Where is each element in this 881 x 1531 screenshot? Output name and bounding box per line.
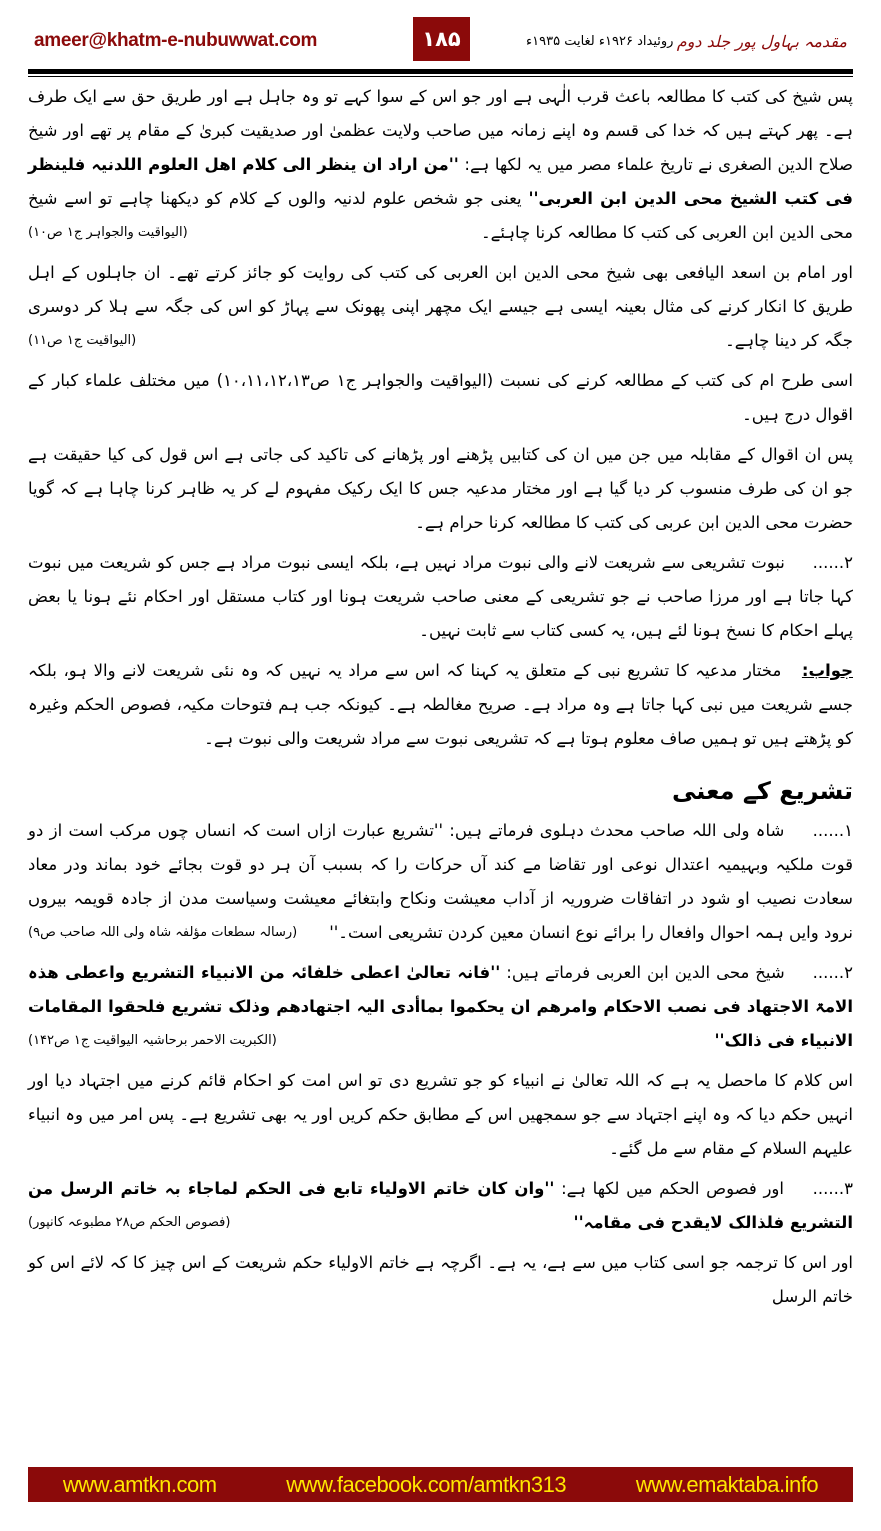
footer-link-facebook[interactable]: www.facebook.com/amtkn313 [286,1471,567,1497]
paragraph [28,364,853,432]
item-number: ۲...... [812,553,853,572]
citation: (رسالہ سطعات مؤلفہ شاہ ولی اللہ صاحب ص۹) [28,925,298,940]
paragraph-text: شاہ ولی اللہ صاحب محدث دہلوی فرماتے ہیں: ''تشریع عبارت ازاں است کہ انساں چوں مرکب است از دو قوت ملکیہ وبہیمیہ اعتدال نوعی اور تقاضا مے کند آں حرکات را کہ بسبب آن ہر دو قوت بجائے خود بماند ودر معاد سعادت نصیب او شود در اتفاقات ضروریہ از آداب معیشت ونکاح وابتغائے معیشت وسیاست مدن از جادہ قویمہ بیروں نرود وایں ہمہ احوال وافعال را برائے نوع انسان معین کردن تشریعی است۔'' [28,821,853,942]
paragraph-text: اور اس کا ترجمہ جو اسی کتاب میں سے ہے، یہ ہے۔ اگرچہ ہے خاتم الاولیاء حکم شریعت کے اس چیز کا کہ لائے اس کو خاتم الرسل [28,1253,853,1306]
header-divider-thin [28,76,853,77]
paragraph-text: پس شیخ کی کتب کا مطالعہ باعث قرب الٰہی ہے اور جو اس کے سوا کہے تو وہ جاہل ہے اور طریق حق سے ایک طرف ہے۔ پھر کہتے ہیں کہ خدا کی قسم وہ اپنے زمانہ میں صاحب ولایت عظمیٰ اور صدیقیت کبریٰ کے مقام پر تھے اور شیخ صلاح الدین الصغری نے تاریخ علماء مصر میں یہ لکھا ہے: [28,87,854,174]
item-number: ۳...... [812,1179,853,1198]
paragraph-text: مختار مدعیہ کا تشریع نبی کے متعلق یہ کہنا کہ اس سے مراد یہ نہیں کہ وہ نئی شریعت لانے والا ہو، بلکہ جسے شریعت میں نبی کہا جاتا ہے وہ مراد ہے۔ صریح مغالطہ ہے۔ کیونکہ جب ہم فتوحات مکیہ، فصوص الحکم وغیرہ کو پڑھتے ہیں تو ہمیں صاف معلوم ہوتا ہے کہ تشریعی نبوت سے مراد شریعت والی نبوت ہے۔ [28,661,853,748]
footer-link-emaktaba[interactable]: www.emaktaba.info [635,1471,819,1497]
paragraph-text: نبوت تشریعی سے شریعت لانے والی نبوت مراد نہیں ہے، بلکہ ایسی نبوت مراد ہے جس کو شریعت میں نبوت کہا جاتا ہے اور مرزا صاحب نے جو تشریعی کے معنی صاحب شریعت ہونا اور کتاب مستقل اور احکام نئے ہونا یا بعض پہلے احکام کا نسخ ہونا لئے ہیں، یہ کسی کتاب سے ثابت نہیں۔ [28,553,853,640]
paragraph-text: شیخ محی الدین ابن العربی فرماتے ہیں: [506,963,785,982]
footer-bar [28,1467,853,1502]
paragraph-text: اور امام بن اسعد الیافعی بھی شیخ محی الدین ابن العربی کی کتب کی روایت کو جائز کرتے تھے۔ ان جاہلوں کے اہل طریق کا انکار کرنے کی مثال بعینہ ایسی ہے جیسے ایک مچھر اپنی پھونک سے پہاڑ کو اس کی جگہ سے ہلا کر دوسری جگہ کر دینا چاہے۔ [28,263,853,350]
paragraph [28,1172,853,1240]
paragraph [28,546,853,648]
item-number: ۱...... [812,821,853,840]
arabic-quote: ''فانہ تعالیٰ اعطی خلفائہ من الانبیاء التشریع واعطی ھذہ الامۃ الاجتھاد فی نصب الاحکام وامرھم ان یحکموا بماأدی الیہ اجتھادھم وذلک تشریع فلحقوا المقامات الانبیاء فی ذالک'' [28,963,853,1050]
paragraph [28,956,853,1058]
paragraph [28,1064,853,1166]
citation: (الکبریت الاحمر برحاشیہ الیواقیت ج۱ ص۱۴۲) [28,1033,277,1048]
answer-label: جواب: [801,661,853,680]
citation: (الیواقیت والجواہر ج۱ ص۱۰) [28,225,188,240]
page-body [28,80,853,1320]
paragraph [28,438,853,540]
item-number: ۲...... [812,963,854,982]
paragraph [28,654,853,756]
paragraph-text: پس ان اقوال کے مقابلہ میں جن میں ان کی کتابیں پڑھنے اور پڑھانے کی تاکید کی جاتی ہے اس قول کی کیا حقیقت ہے جو ان کی طرف منسوب کر دیا گیا ہے اور مختار مدعیہ جس کا ایک رکیک مفہوم لے کر یہ ظاہر کرنا چاہا ہے کہ گویا حضرت محی الدین ابن عربی کی کتب کا مطالعہ کرنا حرام ہے۔ [28,445,853,532]
header-subtitle: روئیداد ۱۹۲۶ء لغایت ۱۹۳۵ء [526,34,674,49]
paragraph-text: اسی طرح ام کی کتب کے مطالعہ کرنے کی نسبت (الیواقیت والجواہر ج۱ ص۱۰،۱۱،۱۲،۱۳) میں مختلف علماء کبار کے اقوال درج ہیں۔ [28,371,853,424]
paragraph-text: اور فصوص الحکم میں لکھا ہے: [561,1179,784,1198]
header-divider-thick [28,69,853,74]
book-title: مقدمہ بہاول پور جلد دوم [676,32,847,51]
arabic-quote: ''من اراد ان ینظر الی کلام اھل العلوم اللدنیہ فلینظر فی کتب الشیخ محی الدین ابن العربی'' [28,155,853,208]
footer-link-amtkn[interactable]: www.amtkn.com [62,1471,217,1497]
citation: (الیواقیت ج۱ ص۱۱) [28,333,137,348]
page-header [28,0,853,62]
paragraph [28,814,853,950]
header-email[interactable]: ameer@khatm-e-nubuwwat.com [34,30,318,51]
section-heading: تشریع کے معنی [672,777,853,805]
arabic-quote: ''وان کان خاتم الاولیاء تابع فی الحکم لماجاء بہ خاتم الرسل من التشریع فلذالک لایقدح فی مقامہ'' [28,1179,853,1232]
page-number-badge: ۱۸۵ [413,17,470,61]
paragraph [28,80,853,250]
paragraph [28,256,853,358]
paragraph-text: یعنی جو شخص علوم لدنیہ والوں کے کلام کو دیکھنا چاہے تو اسے شیخ محی الدین ابن العربی کی کتب کا مطالعہ کرنا چاہئے۔ [28,189,853,242]
paragraph-text: اس کلام کا ماحصل یہ ہے کہ اللہ تعالیٰ نے انبیاء کو جو تشریع دی تو اس امت کو احکام قائم کرنے میں اجتہاد دیا اور انہیں حکم دیا کہ وہ اپنے اجتہاد سے جو سمجھیں اس کے مطابق حکم کریں اور یہ بھی تشریع ہے۔ پس امر میں وہ انبیاء علیہم السلام کے مقام سے مل گئے۔ [28,1071,853,1158]
paragraph [28,1246,853,1314]
citation: (فصوص الحکم ص۲۸ مطبوعہ کانپور) [28,1215,231,1230]
